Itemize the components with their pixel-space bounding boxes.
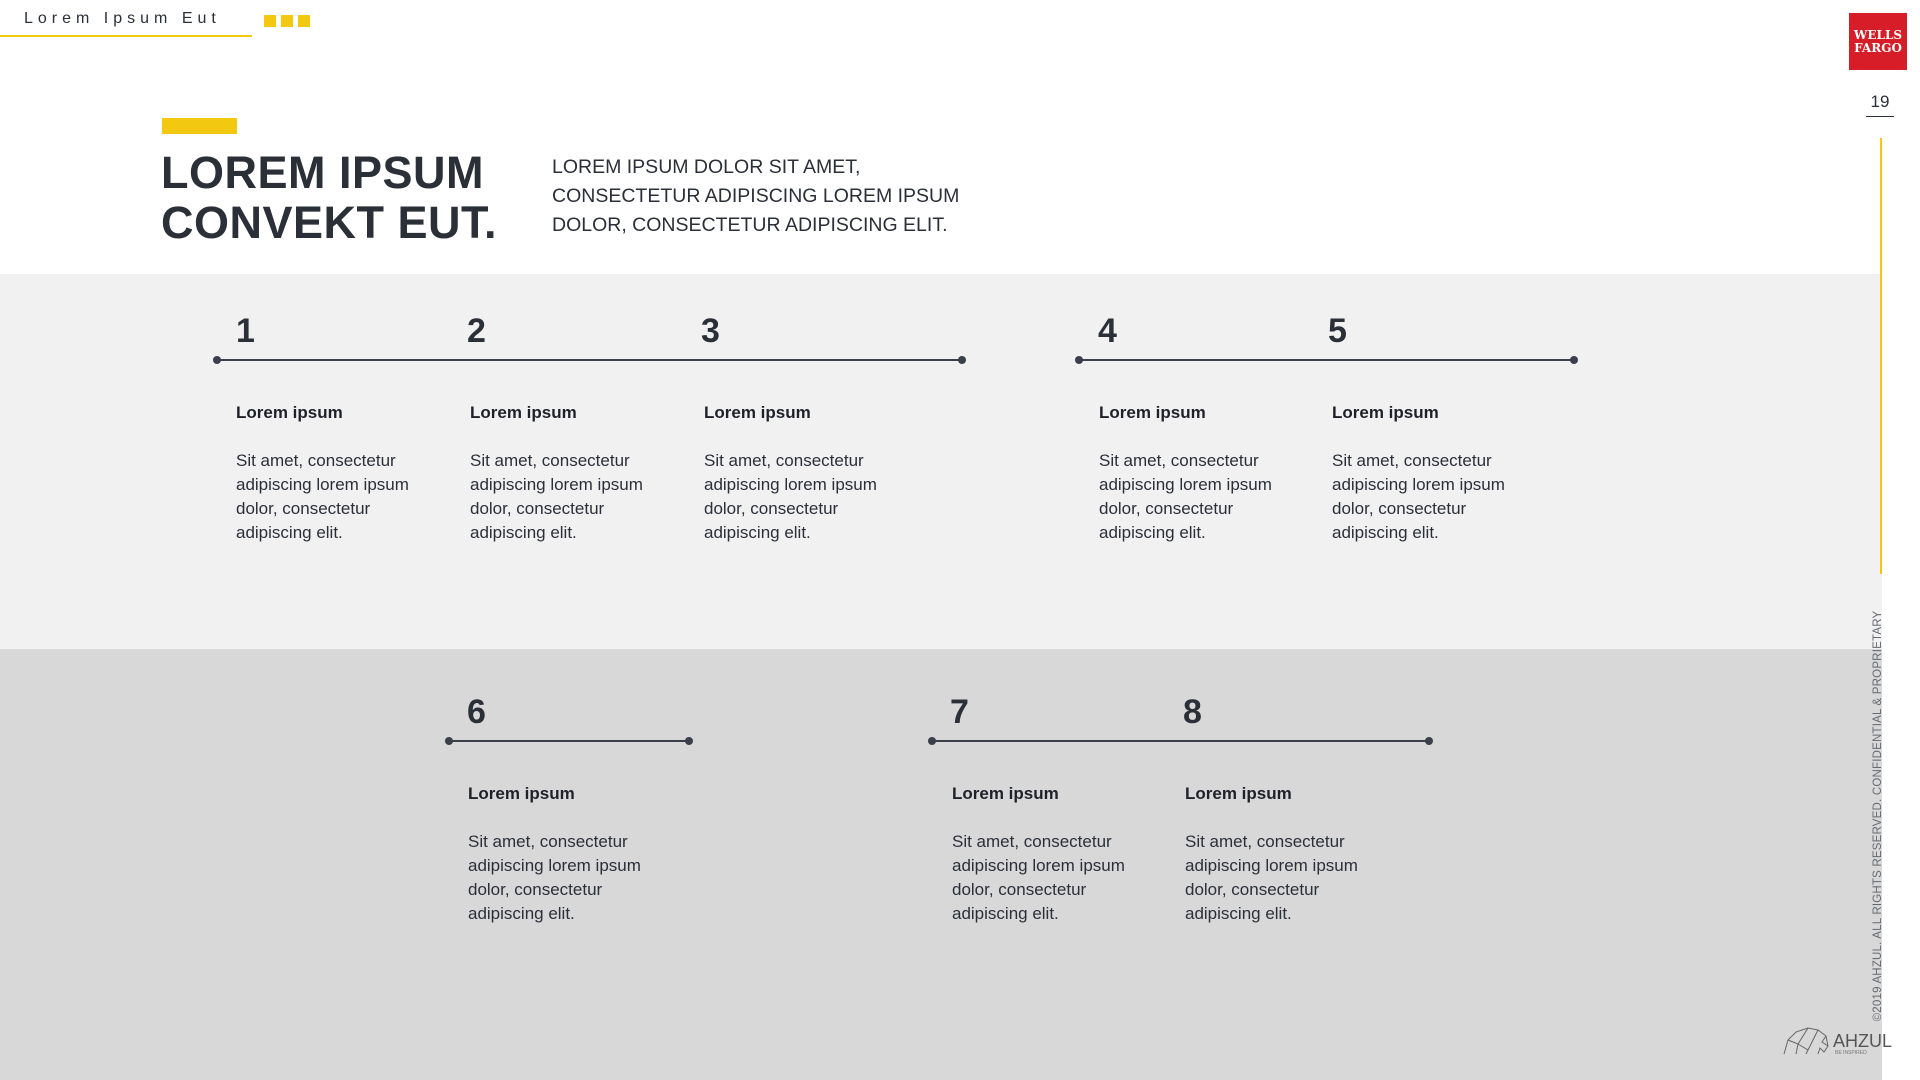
step-text: Sit amet, consectetur adipiscing lorem ipsum dolor, consectetur adipiscing elit. <box>704 451 877 542</box>
step-text: Sit amet, consectetur adipiscing lorem ipsum dolor, consectetur adipiscing elit. <box>236 451 409 542</box>
step-number: 2 <box>467 312 486 350</box>
ahzul-tagline: BE INSPIRED <box>1835 1050 1867 1056</box>
page-subtitle: LOREM IPSUM DOLOR SIT AMET, CONSECTETUR ADIPISCING LOREM IPSUM DOLOR, CONSECTETUR ADIPISCING ELIT. <box>552 156 960 236</box>
step-number: 5 <box>1328 312 1347 350</box>
step-title: Lorem ipsum <box>1185 784 1292 803</box>
timeline-dot <box>213 356 221 364</box>
accent-square-icon <box>281 15 293 27</box>
page-number: 19 <box>1870 92 1890 111</box>
title-accent-bar <box>162 118 237 134</box>
step-number: 8 <box>1183 693 1202 731</box>
step-title: Lorem ipsum <box>952 784 1059 803</box>
step-number: 6 <box>467 693 486 731</box>
timeline-dot <box>1570 356 1578 364</box>
timeline-line-4 <box>932 740 1429 742</box>
copyright-notice: ©2019 AHZUL. ALL RIGHTS RESERVED. CONFIDENTIAL & PROPRIETARY <box>1872 610 1884 1022</box>
page-title: LOREM IPSUM CONVEKT EUT. <box>161 147 498 248</box>
step-number: 7 <box>950 693 969 731</box>
step-text: Sit amet, consectetur adipiscing lorem ipsum dolor, consectetur adipiscing elit. <box>1332 451 1505 542</box>
timeline-line-1 <box>217 359 962 361</box>
step-title: Lorem ipsum <box>704 403 811 422</box>
page-number-underline <box>1866 116 1894 117</box>
step-text: Sit amet, consectetur adipiscing lorem ipsum dolor, consectetur adipiscing elit. <box>1185 832 1358 923</box>
timeline-dot <box>958 356 966 364</box>
step-number: 1 <box>236 312 255 350</box>
section-label-underline <box>0 35 252 37</box>
ahzul-logo-text: AHZUL <box>1833 1031 1893 1051</box>
side-accent-line <box>1880 138 1882 574</box>
timeline-band-lower <box>0 649 1882 1080</box>
step-text: Sit amet, consectetur adipiscing lorem ipsum dolor, consectetur adipiscing elit. <box>1099 451 1272 542</box>
section-label: Lorem Ipsum Eut <box>24 10 221 27</box>
step-text: Sit amet, consectetur adipiscing lorem ipsum dolor, consectetur adipiscing elit. <box>952 832 1125 923</box>
step-title: Lorem ipsum <box>468 784 575 803</box>
step-number: 3 <box>701 312 720 350</box>
timeline-dot <box>1425 737 1433 745</box>
accent-square-icon <box>264 15 276 27</box>
timeline-dot <box>1075 356 1083 364</box>
wells-fargo-logo: WELLS FARGO <box>1849 13 1907 70</box>
step-text: Sit amet, consectetur adipiscing lorem ipsum dolor, consectetur adipiscing elit. <box>468 832 641 923</box>
timeline-line-2 <box>1079 359 1574 361</box>
step-title: Lorem ipsum <box>470 403 577 422</box>
timeline-dot <box>445 737 453 745</box>
timeline-dot <box>928 737 936 745</box>
timeline-dot <box>685 737 693 745</box>
step-title: Lorem ipsum <box>236 403 343 422</box>
step-number: 4 <box>1098 312 1117 350</box>
step-title: Lorem ipsum <box>1099 403 1206 422</box>
step-text: Sit amet, consectetur adipiscing lorem ipsum dolor, consectetur adipiscing elit. <box>470 451 643 542</box>
timeline-line-3 <box>449 740 689 742</box>
accent-square-icon <box>298 15 310 27</box>
step-title: Lorem ipsum <box>1332 403 1439 422</box>
